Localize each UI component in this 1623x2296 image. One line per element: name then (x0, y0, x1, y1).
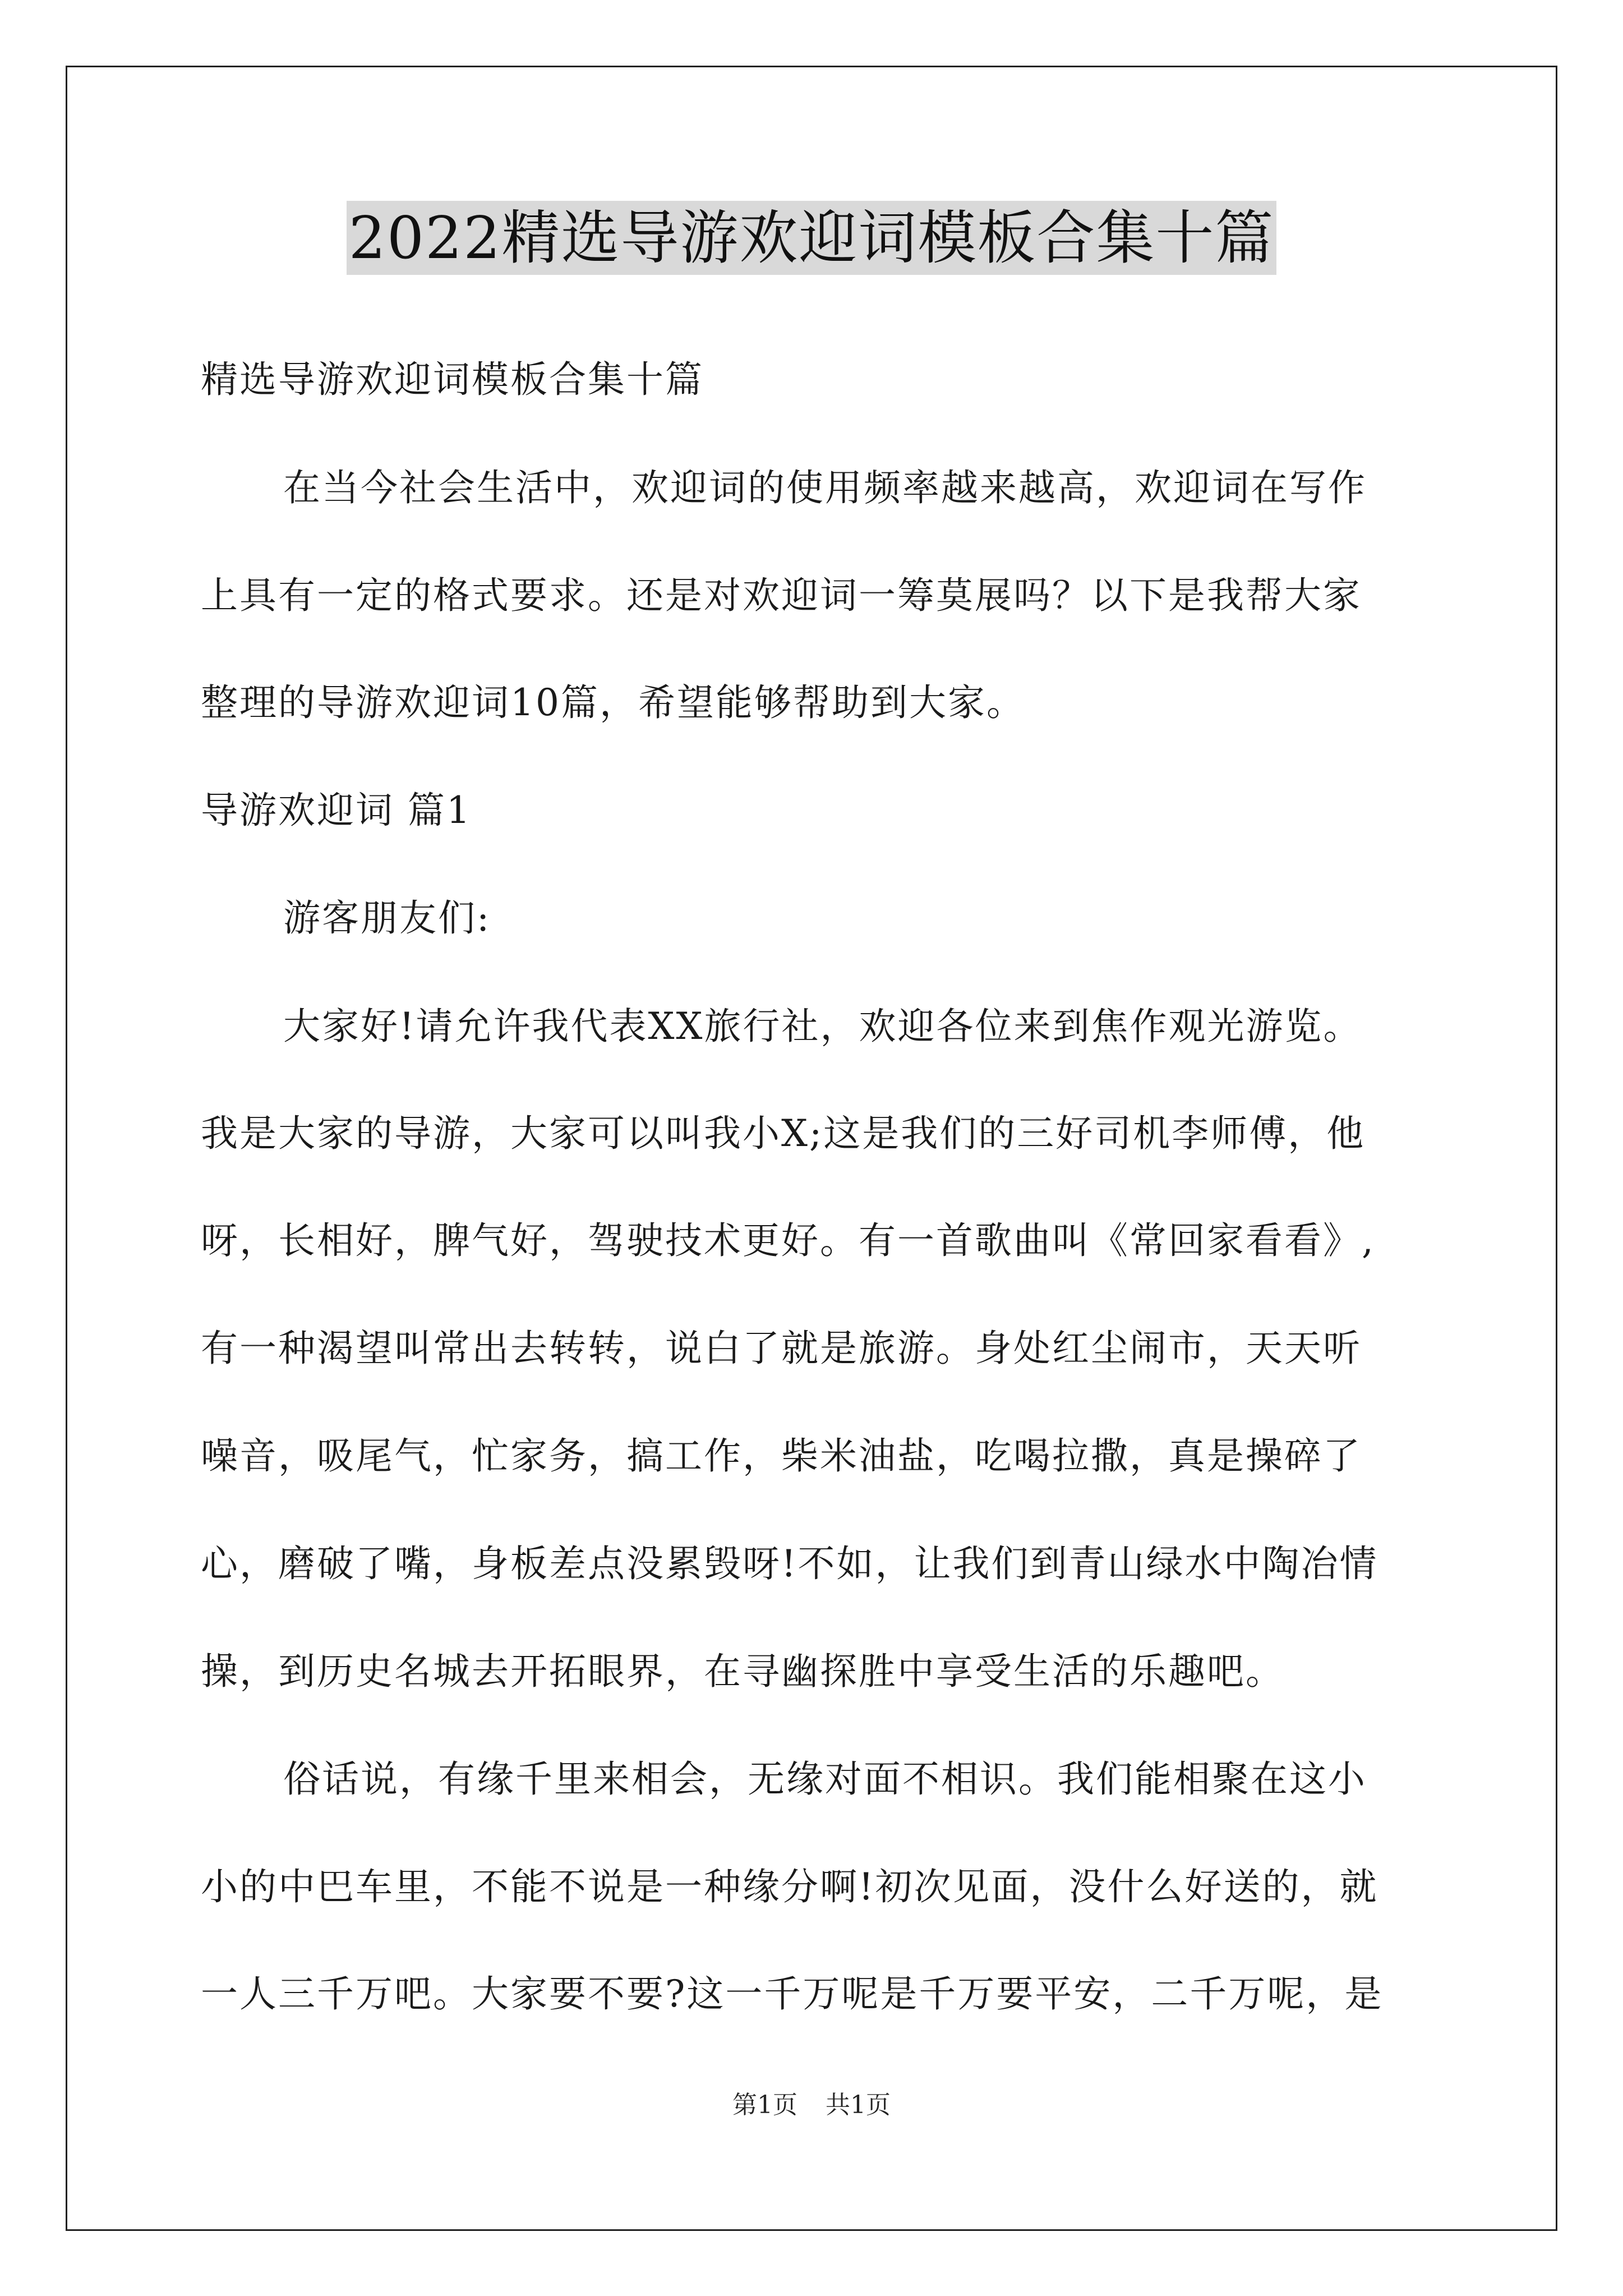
paragraph-line: 心，磨破了嘴，身板差点没累毁呀!不如，让我们到青山绿水中陶冶情 (201, 1542, 1378, 1585)
paragraph-line: 我是大家的导游，大家可以叫我小X;这是我们的三好司机李师傅，他 (201, 1112, 1366, 1155)
section-heading: 导游欢迎词 篇1 (201, 789, 472, 832)
paragraph-line: 一人三千万吧。大家要不要?这一千万呢是千万要平安，二千万呢，是 (201, 1972, 1384, 2016)
paragraph-line: 整理的导游欢迎词10篇，希望能够帮助到大家。 (201, 681, 1025, 724)
paragraph-line: 呀，长相好，脾气好，驾驶技术更好。有一首歌曲叫《常回家看看》, (201, 1219, 1375, 1262)
paragraph-line: 操，到历史名城去开拓眼界，在寻幽探胜中享受生活的乐趣吧。 (201, 1650, 1284, 1693)
paragraph-line: 大家好!请允许我代表XX旅行社，欢迎各位来到焦作观光游览。 (283, 1005, 1362, 1048)
page-number: 第1页 (732, 2091, 797, 2119)
page-footer (0, 2090, 1623, 2121)
paragraph-line: 有一种渴望叫常出去转转，说白了就是旅游。身处红尘闹市，天天听 (201, 1327, 1362, 1370)
paragraph-line: 游客朋友们: (283, 896, 491, 940)
paragraph-line: 在当今社会生活中，欢迎词的使用频率越来越高，欢迎词在写作 (283, 466, 1367, 509)
paragraph-line: 噪音，吸尾气，忙家务，搞工作，柴米油盐，吃喝拉撒，真是操碎了 (201, 1434, 1362, 1478)
page-total: 共1页 (826, 2091, 891, 2119)
document-title: 2022精选导游欢迎词模板合集十篇 (347, 201, 1277, 275)
title-container (0, 201, 1623, 275)
paragraph-line: 俗话说，有缘千里来相会，无缘对面不相识。我们能相聚在这小 (283, 1757, 1367, 1801)
paragraph-line: 小的中巴车里，不能不说是一种缘分啊!初次见面，没什么好送的，就 (201, 1865, 1378, 1908)
paragraph-line: 上具有一定的格式要求。还是对欢迎词一筹莫展吗？以下是我帮大家 (201, 574, 1362, 617)
subtitle-line: 精选导游欢迎词模板合集十篇 (201, 358, 704, 401)
